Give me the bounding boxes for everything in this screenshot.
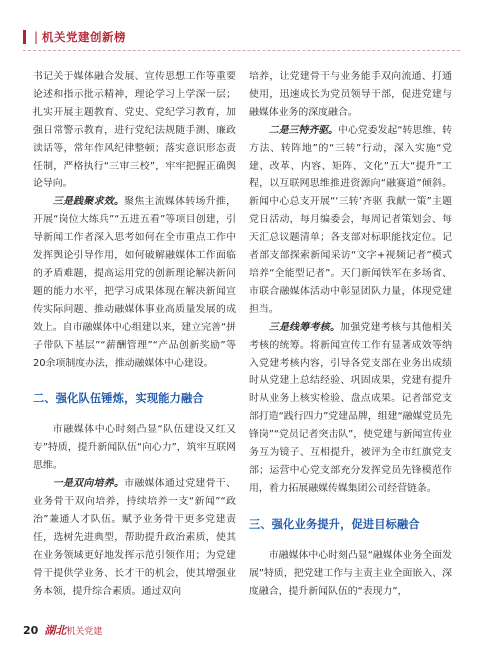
paragraph: 市融媒体中心时刻凸显“队伍建设又红又专”特质，提升新闻队伍“向心力”，筑牢互联网思维。 (33, 424, 236, 472)
paragraph: 市融媒体中心时刻凸显“融媒体业务全面发展”特质，把党建工作与主责主业全面嵌入、深度融合，提升新闻队伍的“表现力”， (249, 549, 452, 597)
right-column (249, 68, 452, 600)
section-header-title: 机关党建创新榜 (42, 30, 127, 44)
header-accent-bar (23, 30, 26, 44)
paragraph-lead: 三是线筹考核。 (268, 321, 341, 333)
section-heading: 二、强化队伍锤炼，实现能力融合 (33, 392, 204, 406)
paragraph (249, 122, 452, 319)
logo-text: 机关党建 (66, 627, 103, 637)
page-header (23, 29, 126, 45)
paragraph: 书记关于媒体融合发展、宣传思想工作等重要论述和指示批示精神，理论学习上学深一层；扎实开展主题教育、党史、党纪学习教育，加强日常警示教育，进行党纪法规随手测、廉政读话等，常年作风纪律整顿；落实意识形态责任制，严格执行“三审三校”，牢牢把握正确舆论导向。 (33, 71, 236, 190)
page-number: 20 (23, 623, 39, 637)
paragraph (33, 193, 236, 372)
paragraph-body: 市融媒体通过党建骨干、业务骨干双向培养，持续培养一支“新闻”“政治”兼通人才队伍。赋予业务骨干更多党建责任，选树先进典型，帮助提升政治素质，使其在业务领域更好地发挥示范引领作用；为党建骨干提供学业务、长才干的机会，使其增强业务本领，提升综合素质。通过双向 (33, 478, 236, 597)
left-column (33, 68, 236, 600)
paragraph-lead: 二是三特齐驱。 (268, 124, 339, 136)
paragraph-body: 中心党委发起“转思维、转方法、转阵地”的“三转”行动，深入实施“党建、改革、内容、矩阵、文化”五大“提升”工程，以互联网思维推进资源向“融赛道”倾斜。新闻中心总支开展“‘三转’齐驱 我献一策”主题党日活动，每月编委会，每周记者策划会、每天汇总议题清单；各支部对标职能找定位。记者部支部探索新闻采访“文字+视频记者”模式培养“全能型记者”。天门新闻铁军在多场省、市联合融媒体活动中彰显团队力量，体现党建担当。 (249, 124, 452, 315)
paragraph-body: 聚焦主流媒体转场升推，开展“岗位大练兵”“五进五看”等项目创建，引导新闻工作者深入思考如何在全市重点工作中发挥舆论引导作用，如何破解融媒体工作面临的矛盾难题，提高运用党的创新理论解决新问题的能力水平，把学习成果体现在解决新闻宣传实际问题、推动融媒体事业高质量发展的成效上。自市融媒体中心组建以来，建立完善“拼子带队下基层”“薪酬管理”“产品创新奖励”等20余项制度办法，推动融媒体中心建设。 (33, 196, 236, 369)
paragraph-lead: 一是双向培养。 (52, 478, 125, 490)
paragraph (249, 319, 452, 498)
paragraph (33, 475, 236, 600)
paragraph-lead: 三是践聚求效。 (52, 196, 125, 208)
page-footer (23, 622, 102, 638)
header-rule (23, 50, 460, 52)
paragraph: 培养，让党建骨干与业务能手双向流通、打通使用，迅速成长为党员领导干部，促进党建与融媒体业务的深度融合。 (249, 71, 452, 118)
logo-script: 湖北 (44, 624, 67, 637)
section-heading: 三、强化业务提升，促进目标融合 (249, 517, 420, 531)
header-divider: | (34, 30, 39, 44)
magazine-logo (44, 622, 102, 638)
paragraph-body: 加强党建考核与其他相关考核的统筹。将新闻宣传工作有显著成效等纳入党建考核内容，引导各党支部在业务出成绩时从党建上总结经验、巩固成果，党建有提升时从业务上核实检验、盘点成果。记者部党支部打造“践行四力”党建品牌，组建“融媒党员先锋岗”“党员记者突击队”，使党建与新闻宣传业务互为镜子、互相提升，被评为全市红旗党支部；运营中心党支部充分发挥党员先锋模范作用，着力拓展融媒传媒集团公司经营链条。 (249, 321, 452, 494)
